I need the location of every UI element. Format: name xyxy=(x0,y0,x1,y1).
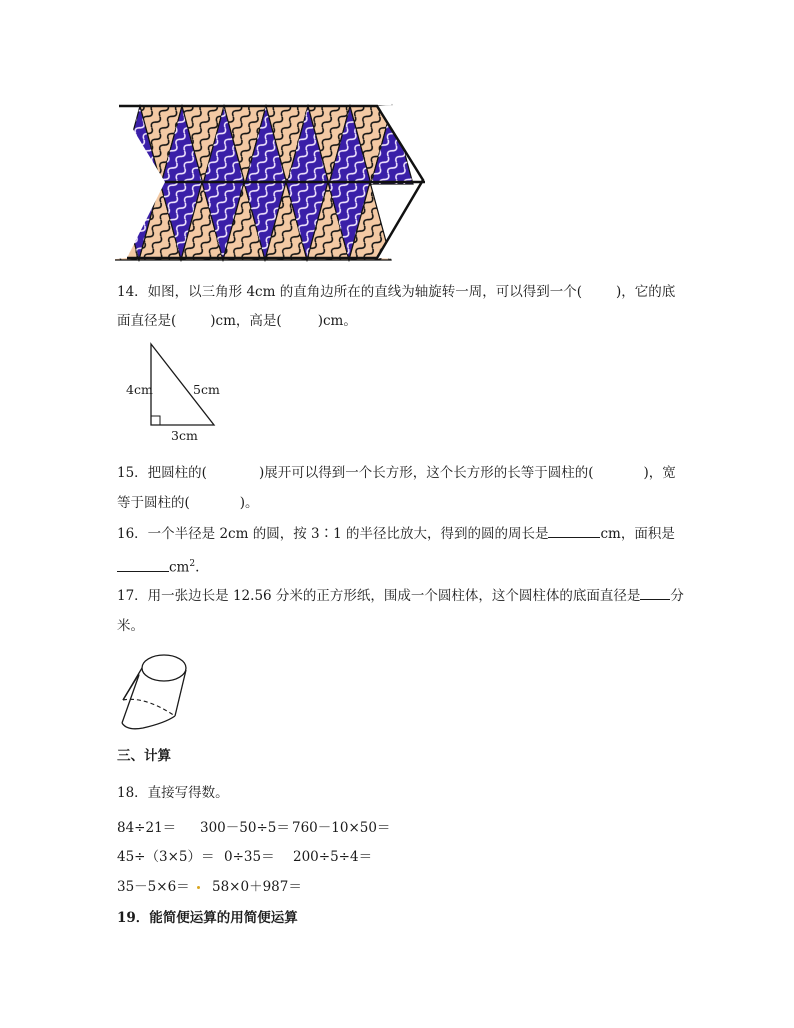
tessellation-triangles xyxy=(115,102,430,262)
calc-item: 35－5×6＝ xyxy=(117,879,190,895)
triangle-bottom-label: 3cm xyxy=(171,428,198,443)
calc-item: 760－10×50＝ xyxy=(292,820,391,836)
question-19-title: 19．能简便运算的用简便运算 xyxy=(117,910,298,926)
question-18-title: 18．直接写得数。 xyxy=(117,785,229,801)
question-16-line-1: 16．一个半径是 2cm 的圆，按 3∶1 的半径比放大，得到的圆的周长是 cm，面积是 xyxy=(117,526,675,542)
question-14-line-1: 14．如图，以三角形 4cm 的直角边所在的直线为轴旋转一周，可以得到一个( )，它的底 xyxy=(117,284,676,300)
question-15-line-1: 15．把圆柱的( )展开可以得到一个长方形，这个长方形的长等于圆柱的( )，宽 xyxy=(117,465,676,481)
question-15-line-2: 等于圆柱的( )。 xyxy=(117,495,259,511)
question-14-line-2: 面直径是( )cm，高是( )cm。 xyxy=(117,313,357,329)
triangle-left-label: 4cm xyxy=(126,382,153,397)
calc-item: 45÷（3×5）＝ xyxy=(117,849,215,865)
answer-blank[interactable] xyxy=(548,524,600,538)
question-17-line-2: 米。 xyxy=(117,618,144,634)
calc-item: 300－50÷5＝ xyxy=(200,820,290,836)
calc-item: 58×0＋987＝ xyxy=(212,879,302,895)
tessellation-figure xyxy=(115,102,430,262)
question-17-line-1: 17．用一张边长是 12.56 分米的正方形纸，围成一个圆柱体，这个圆柱体的底面直径是 分 xyxy=(117,588,684,604)
stray-dot xyxy=(197,886,200,889)
right-triangle-figure xyxy=(117,338,232,446)
section-3-title: 三、计算 xyxy=(117,748,171,764)
calc-item: 84÷21＝ xyxy=(117,820,177,836)
question-16-line-2: $cm^2$. xyxy=(117,554,199,578)
calc-item: 200÷5÷4＝ xyxy=(293,849,373,865)
rolled-paper-cylinder-figure xyxy=(115,648,195,733)
answer-blank[interactable] xyxy=(640,586,670,600)
triangle-hypotenuse-label: 5cm xyxy=(193,382,220,397)
calc-item: 0÷35＝ xyxy=(224,849,275,865)
answer-blank[interactable] xyxy=(117,558,169,572)
